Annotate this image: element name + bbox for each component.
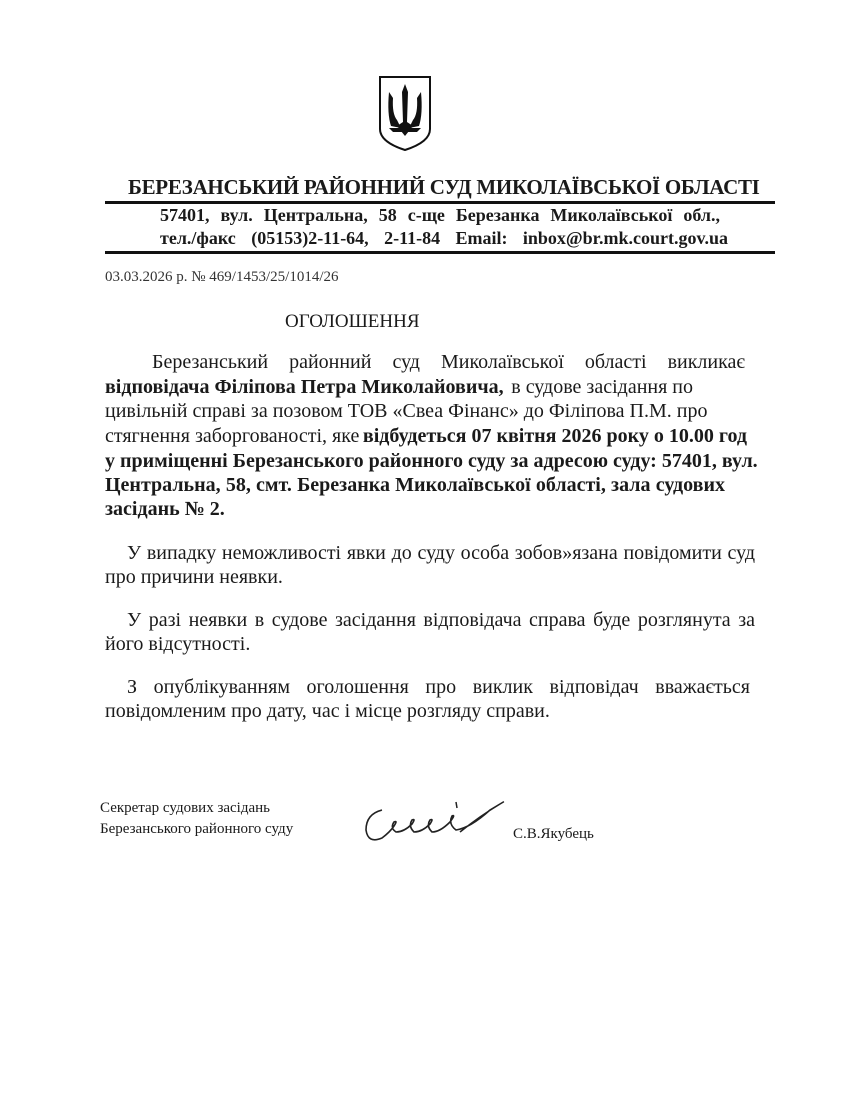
header-divider-bottom	[105, 251, 775, 254]
court-contacts: тел./факс (05153)2-11-64, 2-11-84 Email: inbox@br.mk.court.gov.ua	[160, 228, 728, 248]
hearing-date: відбудеться 07 квітня 2026 року о 10.00 год	[362, 425, 747, 447]
document-reference: 03.03.2026 р. № 469/1453/25/1014/26	[105, 269, 339, 285]
hearing-room: засідань № 2.	[105, 498, 225, 520]
paragraph-1-line	[105, 424, 747, 448]
hearing-location: у приміщенні Березанського районного суду за адресою суду: 57401, вул.	[105, 450, 758, 472]
text-segment: стягнення заборгованості, яке	[105, 425, 360, 447]
defendant-name: відповідача Філіпова Петра Миколайовича,	[105, 376, 504, 398]
paragraph-1-line	[105, 375, 693, 399]
paragraph-3-line: У разі неявки в судове засідання відповідача справа буде розглянута за	[127, 609, 755, 631]
handwritten-signature	[360, 792, 520, 852]
paragraph-3-line: його відсутності.	[105, 633, 251, 655]
signatory-position: Березанського районного суду	[100, 821, 294, 837]
court-address: 57401, вул. Центральна, 58 с-ще Березанка Миколаївської обл.,	[160, 205, 720, 225]
paragraph-1-line: Березанський районний суд Миколаївської області викликає	[152, 351, 745, 373]
coat-of-arms-icon	[377, 74, 433, 152]
court-name: БЕРЕЗАНСЬКИЙ РАЙОННИЙ СУД МИКОЛАЇВСЬКОЇ ОБЛАСТІ	[128, 175, 760, 199]
document-title: ОГОЛОШЕННЯ	[285, 311, 420, 332]
paragraph-4-line: повідомленим про дату, час і місце розгляду справи.	[105, 700, 550, 722]
hearing-location: Центральна, 58, смт. Березанка Миколаївської області, зала судових	[105, 474, 725, 496]
text-segment: в судове засідання по	[511, 376, 693, 398]
paragraph-4-line: З опублікуванням оголошення про виклик відповідач вважається	[127, 676, 750, 698]
paragraph-1-line: цивільній справі за позовом ТОВ «Свеа Фінанс» до Філіпова П.М. про	[105, 400, 708, 422]
paragraph-2-line: про причини неявки.	[105, 566, 283, 588]
signatory-name: С.В.Якубець	[513, 826, 594, 842]
paragraph-2-line: У випадку неможливості явки до суду особа зобов»язана повідомити суд	[127, 542, 755, 564]
header-divider-top	[105, 201, 775, 204]
signatory-position: Секретар судових засідань	[100, 800, 271, 816]
